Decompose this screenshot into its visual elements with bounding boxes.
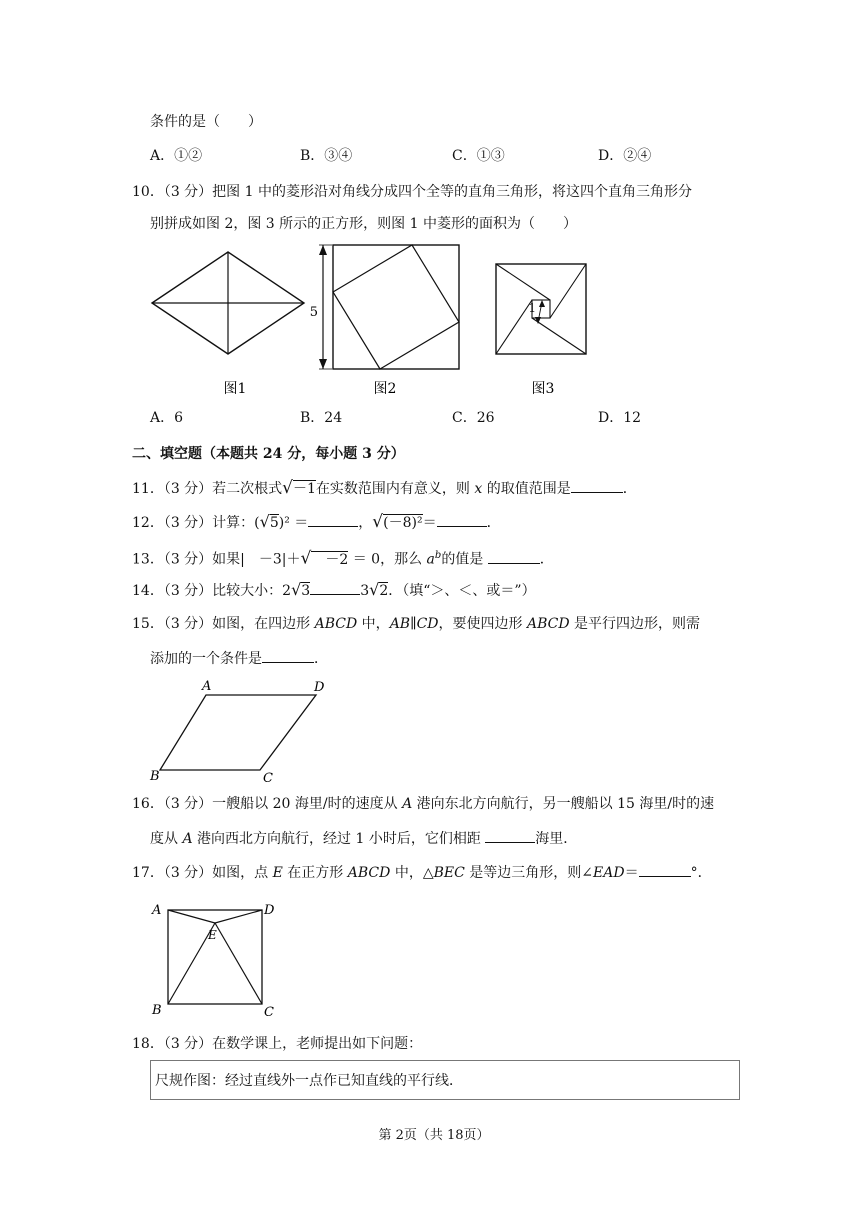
- q9-option-a: A．①②: [150, 148, 203, 164]
- figure-2-caption: 图2: [373, 381, 397, 397]
- q15-text: ，要使四边形: [438, 616, 527, 632]
- q13-end: ．: [539, 551, 554, 568]
- q13-a: a: [426, 551, 435, 568]
- q17-square-figure: [140, 896, 290, 1022]
- q17-ead: EAD: [593, 865, 625, 881]
- q16-text: 港向东北方向航行，另一艘船以 15 海里/时的速: [412, 796, 715, 812]
- vertex-label-b: B: [152, 1003, 162, 1018]
- q16-text: 海里．: [535, 831, 578, 847]
- q11-var: x: [474, 481, 483, 497]
- q13-mid: ＝ 0，那么: [348, 551, 427, 568]
- q9-stem-end: 条件的是（ ）: [150, 114, 262, 130]
- vertex-label-b: B: [150, 769, 160, 784]
- q10-figures: [140, 240, 620, 400]
- q15-ab: AB: [389, 616, 411, 632]
- q9-option-c: C．①③: [452, 148, 505, 164]
- q13-suffix: 的值是: [441, 551, 488, 568]
- sqrt-sign: √: [291, 580, 302, 599]
- q9-option-b: B．③④: [300, 148, 353, 164]
- q15-text: 中，: [357, 616, 390, 632]
- q12-end: ．: [486, 515, 501, 531]
- q11-prefix: 11．（3 分）若二次根式: [132, 481, 283, 497]
- q14-suffix: ．（填“＞、＜、或＝”）: [388, 583, 536, 599]
- vertex-label-c: C: [263, 771, 273, 786]
- q12-comma: ，: [358, 515, 373, 531]
- q13-prefix: 13．（3 分）如果| －3|＋: [132, 551, 301, 568]
- q12-prefix: 12．（3 分）计算：(: [132, 515, 260, 531]
- q16-text: 16．（3 分）一艘船以 20 海里/时的速度从: [132, 796, 403, 812]
- q12-eq: ＝: [422, 515, 437, 531]
- q11-suffix: 的取值范围是: [482, 481, 571, 497]
- vertex-label-a: A: [152, 903, 162, 918]
- figure-3-square: [496, 264, 586, 354]
- vertex-label-d: D: [264, 903, 275, 918]
- parallel-symbol: ∥: [410, 616, 417, 632]
- q14-root2: 2: [379, 583, 389, 599]
- q15-end: ．: [314, 651, 328, 667]
- q14-root1: 3: [301, 583, 311, 599]
- q18-problem-box: [150, 1060, 740, 1100]
- q14-mid: 3: [360, 583, 370, 599]
- figure-1-caption: 图1: [223, 381, 247, 397]
- q10-stem-line1: 10．（3 分）把图 1 中的菱形沿对角线分成四个全等的直角三角形，将这四个直角三角形分: [132, 184, 692, 200]
- sqrt-sign: √: [282, 478, 294, 498]
- q14: [132, 580, 536, 601]
- section-2-title: 二、填空题（本题共 24 分，每小题 3 分）: [132, 446, 405, 462]
- q18-stem: 18．（3 分）在数学课上，老师提出如下问题：: [132, 1036, 423, 1052]
- q15-line1: [132, 614, 700, 634]
- figure-1-rhombus: [152, 252, 304, 354]
- q15-abcd: ABCD: [314, 616, 358, 632]
- q16-point-a: A: [402, 796, 413, 812]
- vertex-label-a: A: [202, 679, 212, 694]
- figure-3-inner-label: 1: [528, 301, 536, 315]
- q16-text: 度从: [150, 831, 183, 847]
- q12-radicand: (－8)²: [383, 515, 423, 531]
- q13-b: b: [434, 550, 442, 561]
- q13-radicand: －2: [311, 551, 349, 568]
- q14-prefix: 14．（3 分）比较大小：2: [132, 583, 292, 599]
- q13: [132, 546, 554, 570]
- figure-3-caption: 图3: [531, 381, 555, 397]
- q11-answer-blank: [571, 478, 623, 493]
- q12: [132, 512, 501, 533]
- q15-answer-blank: [262, 648, 314, 663]
- q17-text: 中，△: [390, 865, 434, 881]
- q12-root5: 5: [269, 515, 279, 531]
- figure-2-side-label: 5: [309, 305, 318, 320]
- q17-text: 是等边三角形，则∠: [464, 865, 594, 881]
- page-footer: 第 2页（共 18页）: [378, 1128, 490, 1143]
- q15-parallelogram-figure: [140, 674, 340, 786]
- q10-option-b: B．24: [300, 410, 343, 426]
- q15-abcd: ABCD: [526, 616, 570, 632]
- q11-mid: 在实数范围内有意义，则: [315, 481, 475, 497]
- sqrt-sign: √: [369, 580, 380, 599]
- q15-text: 15．（3 分）如图，在四边形: [132, 616, 315, 632]
- vertex-label-d: D: [314, 680, 325, 695]
- q16-point-a: A: [182, 831, 193, 847]
- figure-2-square: [310, 245, 459, 369]
- q16-line1: [132, 794, 714, 814]
- q12-square: )² ＝: [278, 515, 309, 531]
- q15-text: 是平行四边形，则需: [569, 616, 701, 632]
- q14-answer-blank: [310, 580, 360, 595]
- sqrt-sign: √: [300, 548, 312, 569]
- q17-text: °．: [690, 865, 712, 881]
- q10-option-a: A．6: [150, 410, 184, 426]
- q11: [132, 478, 637, 499]
- q12-answer-blank-1: [308, 512, 358, 527]
- q17-text: 在正方形: [282, 865, 348, 881]
- q9-option-d: D．②④: [598, 148, 652, 164]
- q17: [132, 862, 712, 883]
- q15-line2: [150, 648, 328, 669]
- q13-answer-blank: [488, 549, 540, 564]
- q16-answer-blank: [485, 828, 535, 843]
- sqrt-sign: √: [372, 512, 384, 532]
- q17-point-e: E: [272, 865, 283, 881]
- vertex-label-e: E: [208, 928, 217, 942]
- q16-text: 港向西北方向航行，经过 1 小时后，它们相距: [192, 831, 486, 847]
- vertex-label-c: C: [264, 1005, 274, 1020]
- q17-text: ＝: [624, 865, 639, 881]
- q10-option-c: C．26: [452, 410, 495, 426]
- q11-end: ．: [622, 481, 637, 497]
- q10-stem-line2: 别拼成如图 2，图 3 所示的正方形，则图 1 中菱形的面积为（ ）: [150, 216, 577, 232]
- q17-answer-blank: [639, 862, 691, 877]
- q11-radicand: －1: [293, 481, 316, 497]
- q17-abcd: ABCD: [347, 865, 391, 881]
- q16-line2: [150, 828, 577, 849]
- q15-cd: CD: [416, 616, 439, 632]
- q17-text: 17．（3 分）如图，点: [132, 865, 273, 881]
- sqrt-sign: √: [259, 512, 270, 531]
- q17-bec: BEC: [433, 865, 465, 881]
- q18-box-text: 尺规作图：经过直线外一点作已知直线的平行线．: [155, 1073, 463, 1089]
- q15-text: 添加的一个条件是: [150, 651, 262, 667]
- q12-answer-blank-2: [437, 512, 487, 527]
- q10-option-d: D．12: [598, 410, 642, 426]
